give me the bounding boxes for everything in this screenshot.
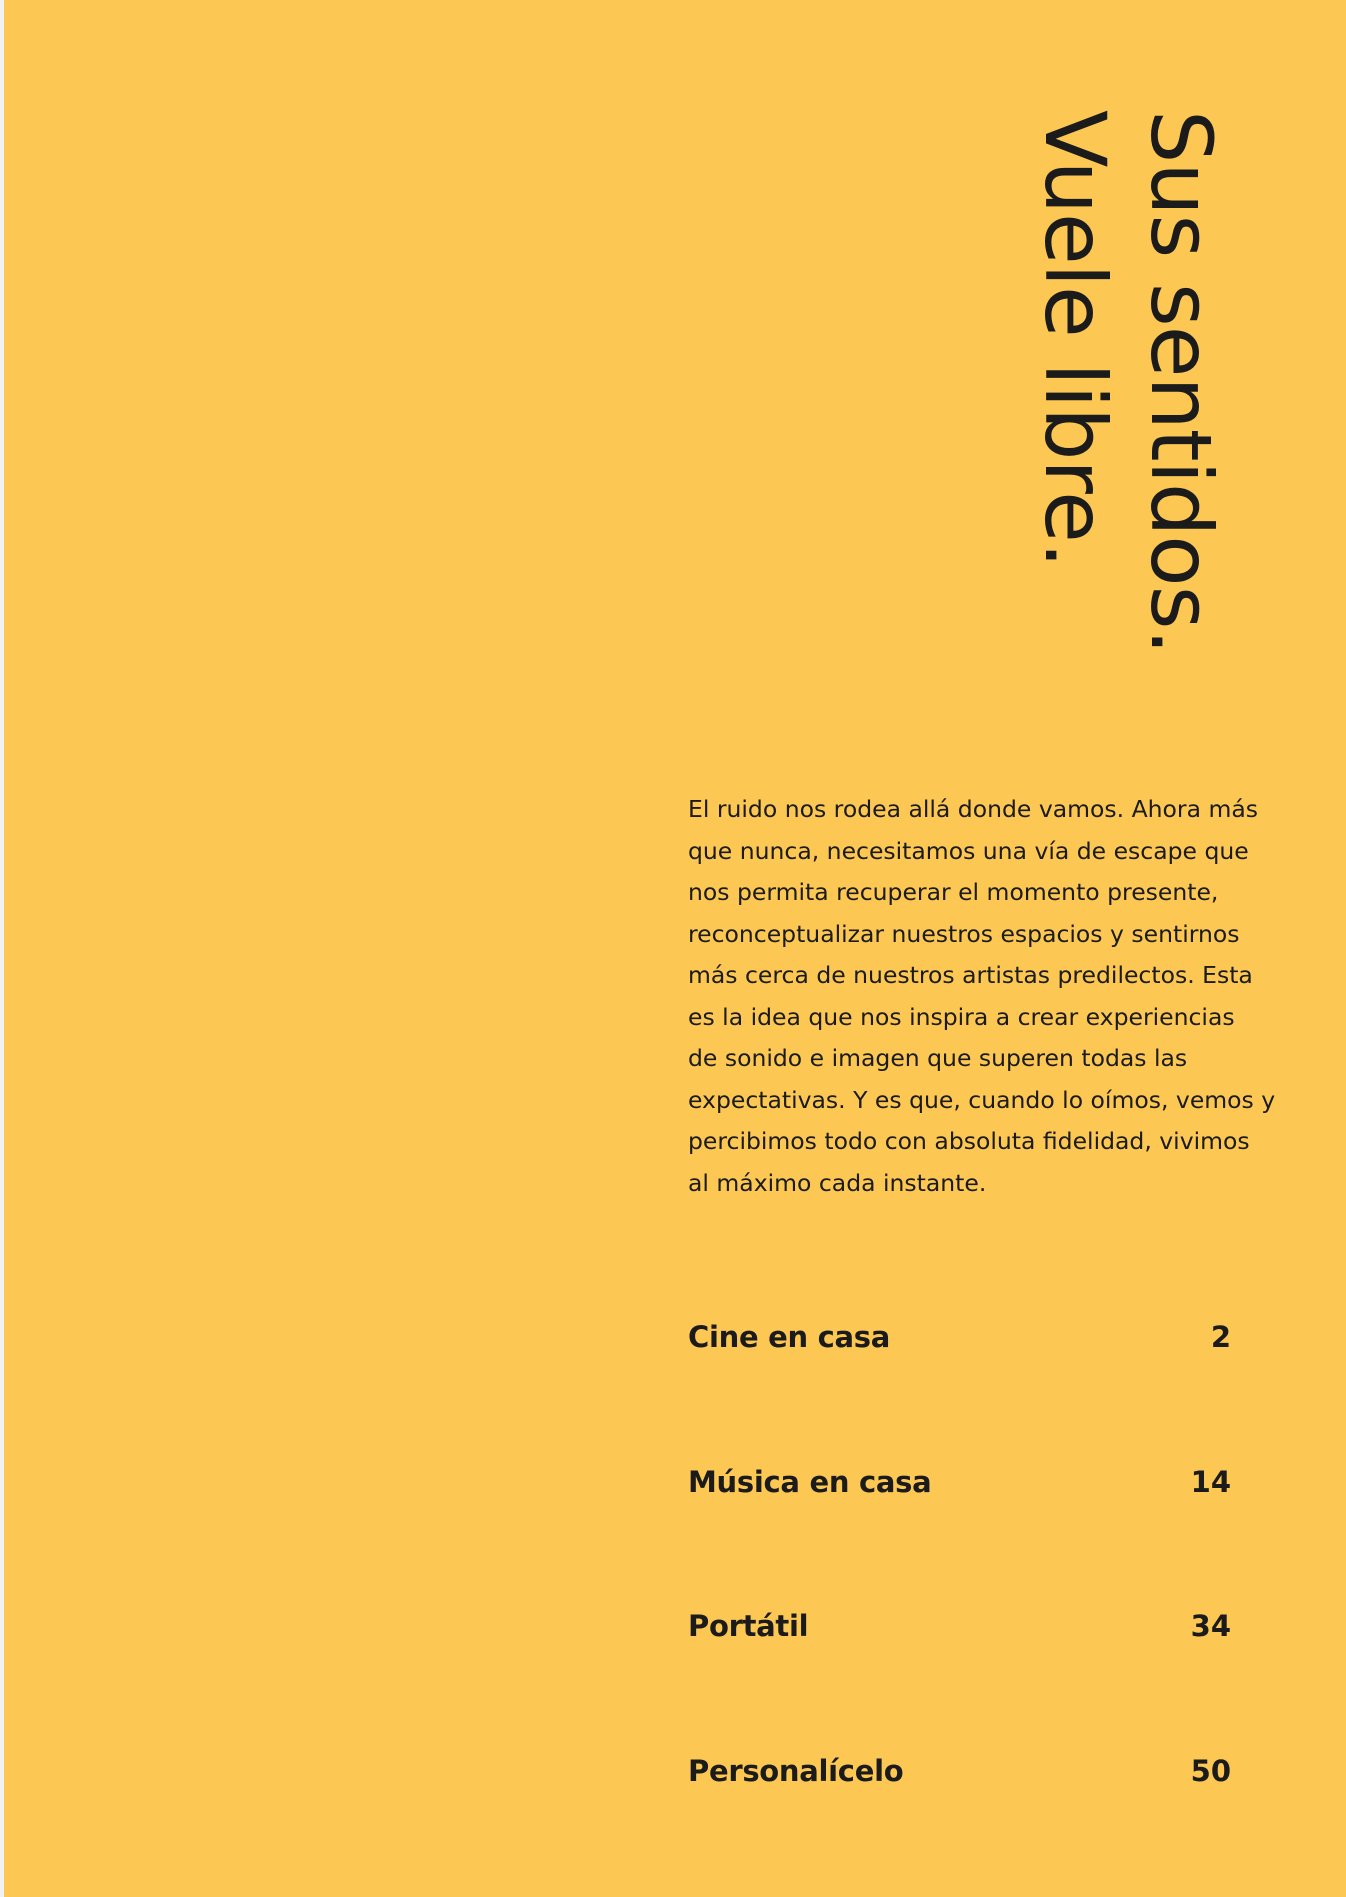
intro-paragraph bbox=[688, 789, 1276, 1204]
intro-line: es la idea que nos inspira a crear experiencias bbox=[688, 1002, 1235, 1031]
brochure-page bbox=[4, 0, 1346, 1897]
intro-line: al máximo cada instante. bbox=[688, 1168, 987, 1197]
table-of-contents bbox=[688, 1312, 1231, 1890]
toc-entry-page-number: 34 bbox=[1190, 1609, 1231, 1643]
toc-entry-label: Portátil bbox=[688, 1609, 809, 1643]
intro-line: El ruido nos rodea allá donde vamos. Ahora más bbox=[688, 795, 1258, 823]
toc-entry-portatil[interactable] bbox=[688, 1601, 1231, 1746]
toc-entry-label: Personalícelo bbox=[688, 1753, 904, 1788]
title-line-2: Vuele libre. bbox=[1026, 110, 1124, 568]
title-line-1: Sus sentidos. bbox=[1132, 110, 1230, 655]
intro-line: percibimos todo con absoluta fidelidad, vivimos bbox=[688, 1127, 1250, 1155]
toc-entry-label: Cine en casa bbox=[688, 1320, 891, 1354]
intro-line: más cerca de nuestros artistas predilectos. Esta bbox=[688, 961, 1253, 989]
toc-entry-page-number: 2 bbox=[1210, 1320, 1231, 1354]
intro-line: nos permita recuperar el momento presente, bbox=[688, 878, 1219, 906]
toc-entry-musica-en-casa[interactable] bbox=[688, 1457, 1231, 1602]
vertical-title bbox=[1026, 110, 1234, 670]
toc-entry-page-number: 14 bbox=[1190, 1464, 1231, 1499]
intro-line: expectativas. Y es que, cuando lo oímos, vemos y bbox=[688, 1085, 1276, 1114]
intro-line: de sonido e imagen que superen todas las bbox=[688, 1044, 1188, 1072]
toc-entry-page-number: 50 bbox=[1190, 1753, 1231, 1788]
toc-entry-personalicelo[interactable] bbox=[688, 1746, 1231, 1891]
toc-entry-cine-en-casa[interactable] bbox=[688, 1312, 1231, 1457]
toc-entry-label: Música en casa bbox=[688, 1464, 932, 1499]
intro-line: reconceptualizar nuestros espacios y sentirnos bbox=[688, 919, 1240, 948]
intro-line: que nunca, necesitamos una vía de escape que bbox=[688, 836, 1249, 865]
